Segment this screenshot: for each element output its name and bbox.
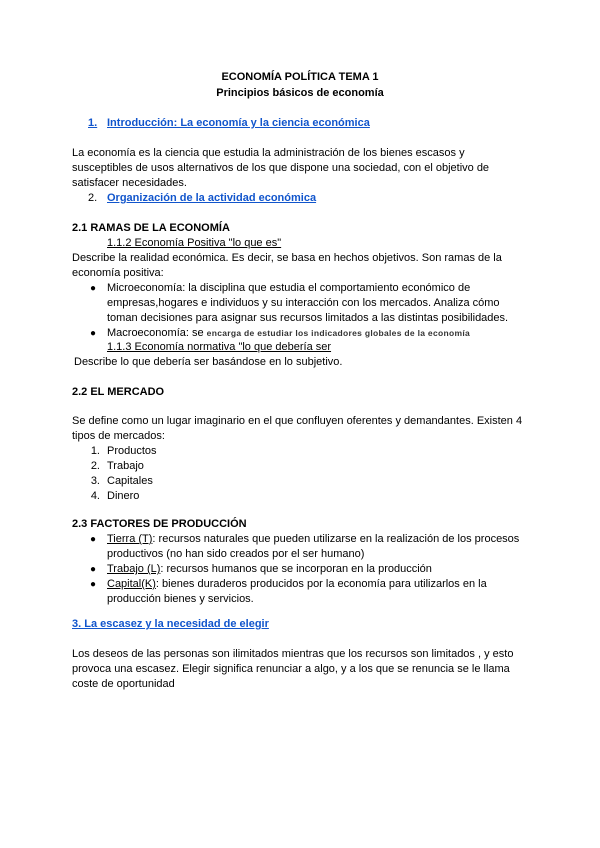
- tierra-line-2: productivos (no han sido creados por el ser humano): [107, 548, 365, 560]
- trabajo-text: : recursos humanos que se incorporan en la producción: [160, 563, 432, 575]
- bullet-icon: ●: [90, 534, 97, 545]
- capital-label: Capital(K): [107, 578, 156, 590]
- tierra-label: Tierra (T): [107, 533, 153, 545]
- list-number: 2.: [90, 460, 100, 472]
- escasez-line-3: coste de oportunidad: [72, 678, 175, 690]
- trabajo-label: Trabajo (L): [107, 563, 161, 575]
- capital-line: [107, 577, 487, 592]
- intro-line-3: satisfacer necesidades.: [72, 177, 187, 189]
- capital-text: : bienes duraderos producidos por la economía para utilizarlos en la: [155, 578, 487, 590]
- macro-small-text: encarga de estudiar los indicadores globales de la economía: [206, 328, 471, 338]
- mercado-heading: 2.2 EL MERCADO: [72, 386, 165, 398]
- macro-label: Macroeconomía: se: [107, 327, 204, 339]
- document-title: ECONOMÍA POLÍTICA TEMA 1: [221, 71, 379, 83]
- trabajo-line: [107, 562, 432, 577]
- list-item: Trabajo: [107, 460, 144, 472]
- escasez-line-1: Los deseos de las personas son ilimitados mientras que los recursos son limitados , y esto: [72, 648, 514, 660]
- section-1-number: 1.: [88, 117, 98, 129]
- section-1-link[interactable]: Introducción: La economía y la ciencia económica: [107, 117, 370, 129]
- economia-positiva-subheading: 1.1.2 Economía Positiva "lo que es": [107, 237, 282, 249]
- document-subtitle: Principios básicos de economía: [216, 87, 384, 99]
- list-item: Productos: [107, 445, 157, 457]
- positiva-desc-line-1: Describe la realidad económica. Es decir, se basa en hechos objetivos. Son ramas de la: [72, 252, 502, 264]
- economia-normativa-subheading: 1.1.3 Economía normativa "lo que debería ser: [107, 341, 332, 353]
- escasez-line-2: provoca una escasez. Elegir significa renunciar a algo, y a los que se renuncia se le llama: [72, 663, 510, 675]
- list-item: Dinero: [107, 490, 140, 502]
- bullet-icon: ●: [90, 283, 97, 294]
- capital-line-2: producción bienes y servicios.: [107, 593, 254, 605]
- micro-line-2: empresas,hogares e individuos y su interacción con los mercados. Analiza cómo: [107, 297, 500, 309]
- positiva-desc-line-2: economía positiva:: [72, 267, 164, 279]
- macro-line: [107, 326, 470, 341]
- list-number: 4.: [90, 490, 100, 502]
- factores-heading: 2.3 FACTORES DE PRODUCCIÓN: [72, 518, 247, 530]
- list-number: 3.: [90, 475, 100, 487]
- bullet-icon: ●: [90, 579, 97, 590]
- micro-line-3: toman decisiones para asignar sus recursos limitados a las distintas posibilidades.: [107, 312, 509, 324]
- micro-line-1: Microeconomía: la disciplina que estudia el comportamiento económico de: [107, 282, 471, 294]
- tierra-text: : recursos naturales que pueden utilizarse en la realización de los procesos: [152, 533, 520, 545]
- list-number: 1.: [90, 445, 100, 457]
- ramas-heading: 2.1 RAMAS DE LA ECONOMÍA: [72, 222, 230, 234]
- intro-line-2: susceptibles de usos alternativos de los que dispone una sociedad, con el objetivo de: [72, 162, 490, 174]
- list-item: Capitales: [107, 475, 153, 487]
- section-2-number: 2.: [88, 192, 98, 204]
- normativa-desc: Describe lo que debería ser basándose en lo subjetivo.: [74, 356, 343, 368]
- intro-line-1: La economía es la ciencia que estudia la administración de los bienes escasos y: [72, 147, 465, 159]
- section-2-link[interactable]: Organización de la actividad económica: [107, 192, 317, 204]
- bullet-icon: ●: [90, 328, 97, 339]
- tierra-line: [107, 532, 519, 547]
- bullet-icon: ●: [90, 564, 97, 575]
- mercado-desc-line-2: tipos de mercados:: [72, 430, 165, 442]
- mercado-desc-line-1: Se define como un lugar imaginario en el que confluyen oferentes y demandantes. Existen 4: [72, 415, 523, 427]
- section-3-link[interactable]: 3. La escasez y la necesidad de elegir: [72, 618, 269, 630]
